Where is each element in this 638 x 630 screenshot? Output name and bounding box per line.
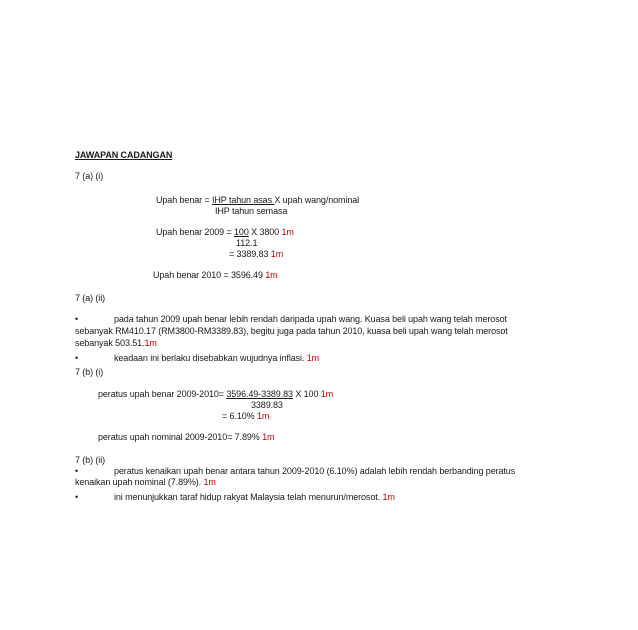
nominal-7bi-line: peratus upah nominal 2009-2010= 7.89% 1m [98, 432, 275, 442]
mark-label: 1m [256, 411, 270, 421]
calc-2009-line [156, 227, 294, 237]
bullet-icon: • [75, 353, 79, 363]
formula-suffix: X upah wang/nominal [274, 195, 360, 205]
mark-label: 1m [262, 432, 275, 442]
formula-numerator: IHP tahun asas [212, 195, 275, 205]
mark-label: 1m [281, 227, 294, 237]
mark-label: 1m [270, 249, 284, 259]
calc-2009-result: = 3389.83 1m [229, 249, 284, 259]
bullet-icon: • [75, 314, 79, 324]
calc-2009-prefix: Upah benar 2009 = [156, 227, 235, 237]
calc-7bi-denominator: 3389.83 [251, 400, 283, 410]
formula-prefix: Upah benar = [156, 195, 212, 205]
question-7bii-label: 7 (b) (ii) [75, 455, 105, 465]
calc-7bi-result: = 6.10% 1m [222, 411, 270, 421]
mark-label: 1m [306, 353, 320, 363]
answer-7aii-bullet2: keadaan ini berlaku disebabkan wujudnya inflasi. 1m [114, 353, 320, 363]
answer-7aii-bullet1-line2: sebanyak RM410.17 (RM3800-RM3389.83), begitu juga pada tahun 2010, kuasa beli upah wang telah merosot [75, 326, 508, 336]
mark-label: 1m [382, 492, 395, 502]
calc-2010-line: Upah benar 2010 = 3596.49 1m [153, 270, 278, 280]
bullet-icon: • [75, 466, 79, 476]
calc-2009-denominator: 112.1 [236, 238, 258, 248]
calc-2009-suffix: X 3800 [248, 227, 282, 237]
mark-label: 1m [320, 389, 334, 399]
formula-line [156, 195, 359, 205]
answer-7bii-bullet1-line2: kenaikan upah nominal (7.89%). 1m [75, 477, 216, 487]
answer-heading: JAWAPAN CADANGAN [75, 150, 173, 160]
question-7ai-label: 7 (a) (i) [75, 171, 104, 181]
bullet-icon: • [75, 492, 79, 502]
answer-7bii-bullet2: ini menunjukkan taraf hidup rakyat Malaysia telah menurun/merosot. 1m [114, 492, 395, 502]
calc-7bi-line: peratus upah benar 2009-2010= 3596.49-3389.83 X 100 1m [98, 389, 334, 399]
question-7bi-label: 7 (b) (i) [75, 367, 104, 377]
calc-7bi-numerator: 3596.49-3389.83 [226, 389, 293, 399]
mark-label: 1m [265, 270, 278, 280]
formula-denominator: IHP tahun semasa [215, 206, 288, 216]
answer-7aii-bullet1-line3: sebanyak 503.51.1m [75, 338, 157, 348]
calc-2009-numerator: 100 [234, 227, 249, 237]
answer-7aii-bullet1-line1: pada tahun 2009 upah benar lebih rendah daripada upah wang. Kuasa beli upah wang telah merosot [114, 314, 507, 324]
mark-label: 1m [203, 477, 216, 487]
answer-7bii-bullet1-line1: peratus kenaikan upah benar antara tahun 2009-2010 (6.10%) adalah lebih rendah berbanding peratus [114, 466, 516, 476]
mark-label: 1m [144, 338, 157, 348]
question-7aii-label: 7 (a) (ii) [75, 293, 105, 303]
